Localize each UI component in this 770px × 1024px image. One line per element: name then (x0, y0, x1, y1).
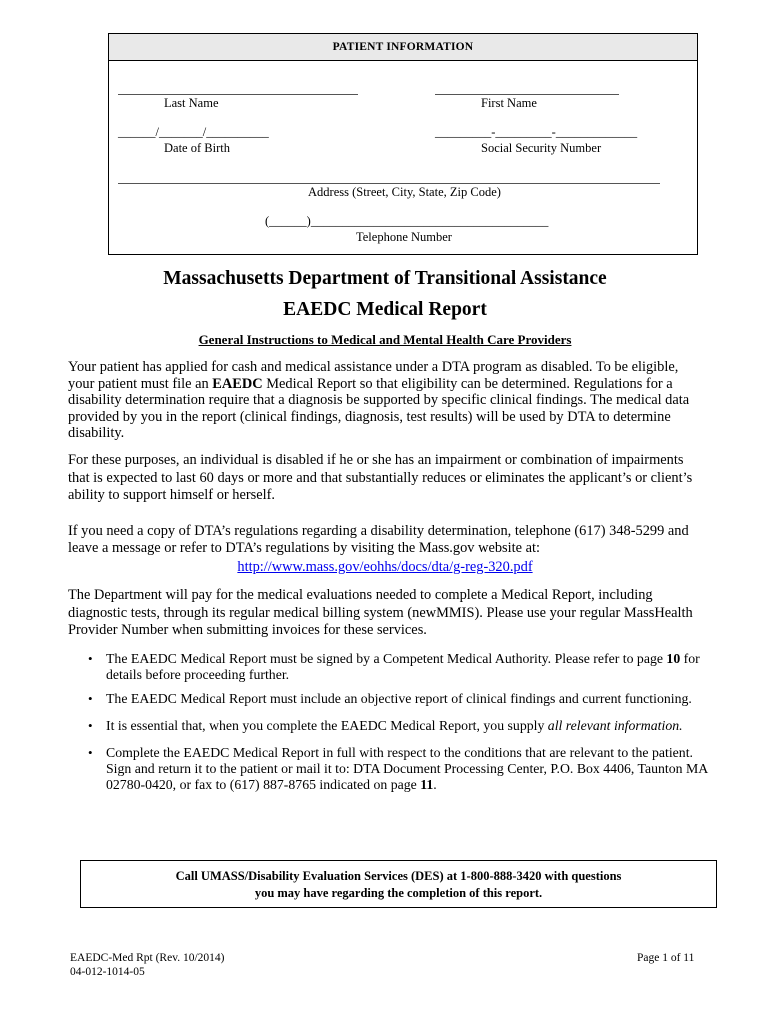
list-item: • Complete the EAEDC Medical Report in full with respect to the conditions that are relevant to the patient. Sign and return it to the patient or mail it to: DTA Document Processing Center, P.O. Box 4406, Taunton MA 02780-0420, or fax to (617) 887-8765 indicated on page 11. (68, 745, 708, 793)
last-name-label: Last Name (164, 96, 219, 110)
page-number: Page 1 of 11 (637, 952, 695, 964)
first-name-label: First Name (481, 96, 537, 110)
date-of-birth-label: Date of Birth (164, 141, 230, 155)
telephone-field[interactable]: (______)______________________________________ (265, 214, 549, 228)
list-item: • The EAEDC Medical Report must include an objective report of clinical findings and current functioning. (68, 691, 708, 707)
callout-line-1: Call UMASS/Disability Evaluation Services (DES) at 1-800-888-3420 with questions (175, 869, 622, 883)
patient-info-header: PATIENT INFORMATION (108, 33, 698, 61)
billing-paragraph: The Department will pay for the medical evaluations needed to complete a Medical Report, including diagnostic tests, through its regular medical billing system (newMMIS). Please use your regular MassHealth Provider Number when submitting invoices for these services. (68, 587, 693, 638)
list-item: • It is essential that, when you complete the EAEDC Medical Report, you supply all relevant information. (68, 718, 708, 734)
intro-paragraph: Your patient has applied for cash and medical assistance under a DTA program as disabled. To be eligible, your patient must file an EAEDC Medical Report so that eligibility can be determined. Regulations for a disability determination require that a diagnosis be supported by specific clinical findings. The medical data provided by you in the report (clinical findings, diagnosis, test results) will be used by DTA to determine disability. (68, 359, 690, 441)
disability-definition-paragraph: For these purposes, an individual is disabled if he or she has an impairment or combination of impairments that is expected to last 60 days or more and that substantially reduces or eliminates the applicant’s or client’s ability to support himself or herself. (68, 452, 693, 503)
regulations-link[interactable]: http://www.mass.gov/eohhs/docs/dta/g-reg-320.pdf (237, 559, 533, 575)
ssn-label: Social Security Number (481, 141, 602, 155)
instructions-heading: General Instructions to Medical and Mental Health Care Providers (198, 332, 572, 347)
list-item: • The EAEDC Medical Report must be signed by a Competent Medical Authority. Please refer to page 10 for details before proceeding further. (68, 651, 708, 683)
address-label: Address (Street, City, State, Zip Code) (308, 185, 501, 199)
telephone-label: Telephone Number (356, 230, 452, 244)
contact-callout (80, 860, 717, 908)
department-title: Massachusetts Department of Transitional Assistance (163, 268, 607, 289)
ssn-field[interactable]: _________-_________-_____________ (435, 125, 638, 139)
last-name-field[interactable] (118, 94, 358, 95)
address-field[interactable] (118, 183, 660, 184)
form-revision: EAEDC-Med Rpt (Rev. 10/2014) (70, 952, 225, 964)
date-of-birth-field[interactable]: ______/_______/__________ (118, 125, 269, 139)
first-name-field[interactable] (435, 94, 619, 95)
report-title: EAEDC Medical Report (283, 299, 487, 320)
instruction-list (68, 651, 708, 801)
form-number: 04-012-1014-05 (70, 966, 145, 978)
regulations-paragraph: If you need a copy of DTA’s regulations regarding a disability determination, telephone (617) 348-5299 and leave a message or refer to DTA’s regulations by visiting the Mass.gov website at: (68, 523, 689, 556)
callout-line-2: you may have regarding the completion of this report. (254, 886, 543, 900)
